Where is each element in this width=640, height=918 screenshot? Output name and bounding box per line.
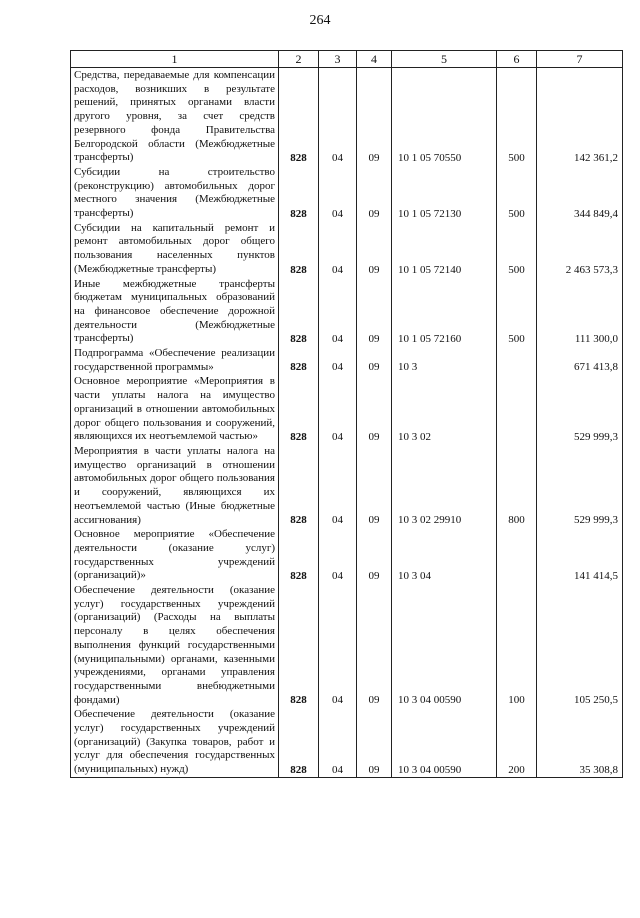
table-row [71,221,623,277]
table-row [71,583,623,707]
row-glv: 828 [279,707,319,777]
row-csr: 10 3 [392,346,497,374]
page-number: 264 [309,13,331,28]
row-pr: 09 [357,527,392,583]
row-glv: 828 [279,444,319,527]
row-rz: 04 [319,583,357,707]
row-rz: 04 [319,346,357,374]
header-col-3: 3 [319,51,357,68]
row-rz: 04 [319,277,357,347]
row-vr: 800 [497,444,537,527]
row-glv: 828 [279,346,319,374]
row-csr: 10 3 04 00590 [392,707,497,777]
table-row [71,165,623,221]
row-glv: 828 [279,277,319,347]
row-glv: 828 [279,165,319,221]
row-sum: 141 414,5 [537,527,623,583]
table-row [71,444,623,527]
row-vr [497,374,537,444]
row-glv: 828 [279,583,319,707]
row-sum: 111 300,0 [537,277,623,347]
row-vr: 500 [497,165,537,221]
row-rz: 04 [319,374,357,444]
row-sum: 2 463 573,3 [537,221,623,277]
row-vr [497,527,537,583]
row-name: Обеспечение деятельности (оказание услуг) государственных учреждений (организаций) (Закупка товаров, работ и услуг для обеспечения государственных (муниципальных) нужд) [71,707,279,777]
table-row [71,707,623,777]
row-csr: 10 3 04 [392,527,497,583]
header-col-2: 2 [279,51,319,68]
row-glv: 828 [279,221,319,277]
row-name: Иные межбюджетные трансферты бюджетам муниципальных образований на финансовое обеспечение дорожной деятельности (Межбюджетные трансферты) [71,277,279,347]
row-name: Мероприятия в части уплаты налога на имущество организаций в отношении автомобильных дорог общего пользования и сооружений, являющихся их неотъемлемой частью (Иные бюджетные ассигнования) [71,444,279,527]
table-header-row [71,51,623,68]
row-sum: 529 999,3 [537,374,623,444]
row-pr: 09 [357,707,392,777]
row-sum: 529 999,3 [537,444,623,527]
header-col-1: 1 [71,51,279,68]
header-col-6: 6 [497,51,537,68]
row-csr: 10 1 05 70550 [392,68,497,165]
row-rz: 04 [319,444,357,527]
row-pr: 09 [357,221,392,277]
row-sum: 671 413,8 [537,346,623,374]
row-vr: 500 [497,277,537,347]
row-sum: 105 250,5 [537,583,623,707]
row-vr: 100 [497,583,537,707]
row-glv: 828 [279,527,319,583]
row-pr: 09 [357,583,392,707]
row-csr: 10 3 02 [392,374,497,444]
table-row [71,277,623,347]
row-pr: 09 [357,68,392,165]
row-csr: 10 3 02 29910 [392,444,497,527]
table-row [71,68,623,165]
row-csr: 10 1 05 72140 [392,221,497,277]
header-col-7: 7 [537,51,623,68]
header-col-4: 4 [357,51,392,68]
row-rz: 04 [319,221,357,277]
row-name: Субсидии на капитальный ремонт и ремонт автомобильных дорог общего пользования населенных пунктов (Межбюджетные трансферты) [71,221,279,277]
row-glv: 828 [279,374,319,444]
row-pr: 09 [357,444,392,527]
row-name: Подпрограмма «Обеспечение реализации государственной программы» [71,346,279,374]
row-sum: 35 308,8 [537,707,623,777]
table-row [71,346,623,374]
row-pr: 09 [357,277,392,347]
table-row [71,527,623,583]
budget-table [70,50,623,778]
row-vr: 500 [497,221,537,277]
row-name: Обеспечение деятельности (оказание услуг) государственных учреждений (организаций) (Расходы на выплаты персоналу в целях обеспечения выполнения функций государственными (муниципальными) органами, казенными учреждениями, органами управления государственными внебюджетными фондами) [71,583,279,707]
row-sum: 142 361,2 [537,68,623,165]
row-csr: 10 1 05 72130 [392,165,497,221]
row-csr: 10 1 05 72160 [392,277,497,347]
row-name: Субсидии на строительство (реконструкцию) автомобильных дорог местного значения (Межбюджетные трансферты) [71,165,279,221]
row-pr: 09 [357,165,392,221]
row-vr [497,346,537,374]
row-rz: 04 [319,165,357,221]
row-csr: 10 3 04 00590 [392,583,497,707]
row-glv: 828 [279,68,319,165]
row-vr: 200 [497,707,537,777]
row-rz: 04 [319,68,357,165]
row-sum: 344 849,4 [537,165,623,221]
row-name: Основное мероприятие «Обеспечение деятельности (оказание услуг) государственных учреждений (организаций)» [71,527,279,583]
row-rz: 04 [319,527,357,583]
row-name: Средства, передаваемые для компенсации расходов, возникших в результате решений, принятых органами власти другого уровня, за счет средств резервного фонда Правительства Белгородской области (Межбюджетные трансферты) [71,68,279,165]
row-rz: 04 [319,707,357,777]
row-name: Основное мероприятие «Мероприятия в части уплаты налога на имущество организаций в отношении автомобильных дорог общего пользования и сооружений, являющихся их неотъемлемой частью» [71,374,279,444]
header-col-5: 5 [392,51,497,68]
table-row [71,374,623,444]
row-pr: 09 [357,374,392,444]
row-vr: 500 [497,68,537,165]
row-pr: 09 [357,346,392,374]
